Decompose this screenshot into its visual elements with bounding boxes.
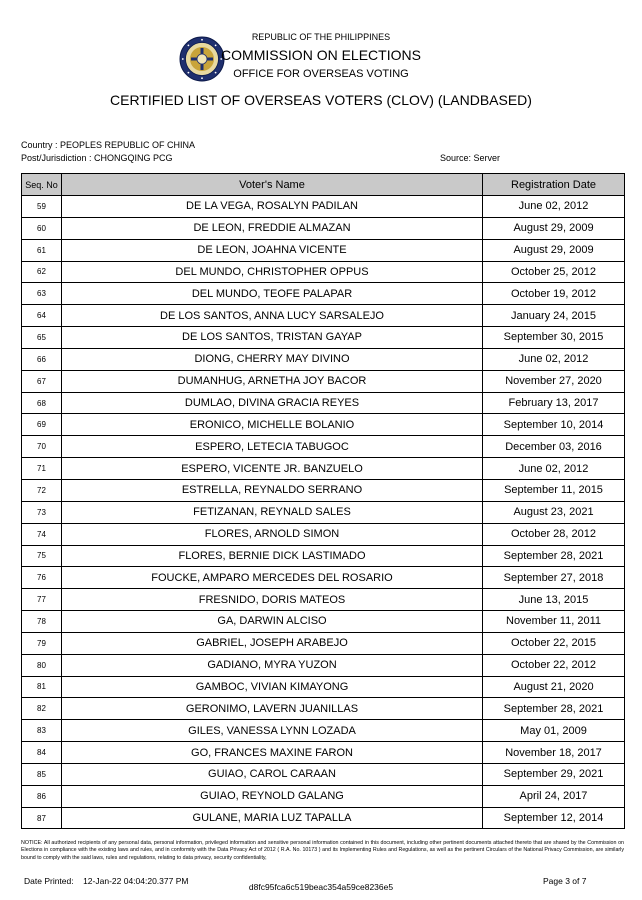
registration-date-cell: September 10, 2014 bbox=[483, 414, 625, 436]
table-row bbox=[22, 458, 625, 480]
voter-name-cell: DEL MUNDO, CHRISTOPHER OPPUS bbox=[62, 261, 483, 283]
registration-date-cell: December 03, 2016 bbox=[483, 436, 625, 458]
seq-cell: 64 bbox=[22, 305, 62, 327]
registration-date-cell: August 21, 2020 bbox=[483, 676, 625, 698]
seq-cell: 71 bbox=[22, 458, 62, 480]
registration-date-cell: September 27, 2018 bbox=[483, 567, 625, 589]
voter-name-cell: GADIANO, MYRA YUZON bbox=[62, 654, 483, 676]
seq-cell: 73 bbox=[22, 501, 62, 523]
table-row bbox=[22, 742, 625, 764]
date-printed-label: Date Printed: bbox=[24, 876, 74, 886]
seq-cell: 63 bbox=[22, 283, 62, 305]
seq-cell: 84 bbox=[22, 742, 62, 764]
document-header bbox=[0, 0, 642, 130]
privacy-notice: NOTICE: All authorized recipients of any personal data, personal information, privileged information and sensitive personal information contained in this document, including other pertinent documents attached thereto that are shared by the Commission on Elections in compliance with the existing laws and rules, and in conformity with the Data Privacy Act of 2012 ( R.A. No. 10173 ) and its Implementing Rules and Regulations, as well as the pertinent Circulars of the National Privacy Commission, are similarly bound to comply with the said laws, rules and regulations, relating to data privacy, security confidentiality, bbox=[21, 840, 624, 861]
table-row bbox=[22, 370, 625, 392]
voter-name-cell: ESPERO, VICENTE JR. BANZUELO bbox=[62, 458, 483, 480]
name-column-header: Voter's Name bbox=[62, 174, 483, 196]
seq-cell: 65 bbox=[22, 327, 62, 349]
registration-date-cell: November 11, 2011 bbox=[483, 611, 625, 633]
voter-name-cell: FLORES, BERNIE DICK LASTIMADO bbox=[62, 545, 483, 567]
seq-cell: 68 bbox=[22, 392, 62, 414]
registration-date-cell: September 11, 2015 bbox=[483, 479, 625, 501]
registration-date-cell: September 28, 2021 bbox=[483, 545, 625, 567]
seq-cell: 76 bbox=[22, 567, 62, 589]
seq-cell: 81 bbox=[22, 676, 62, 698]
voter-name-cell: GULANE, MARIA LUZ TAPALLA bbox=[62, 807, 483, 829]
voter-name-cell: FRESNIDO, DORIS MATEOS bbox=[62, 589, 483, 611]
voter-name-cell: DE LOS SANTOS, ANNA LUCY SARSALEJO bbox=[62, 305, 483, 327]
table-body bbox=[22, 196, 625, 829]
date-printed-value: 12-Jan-22 04:04:20.377 PM bbox=[83, 876, 189, 886]
registration-date-cell: November 27, 2020 bbox=[483, 370, 625, 392]
voters-table bbox=[21, 173, 625, 829]
table-row bbox=[22, 632, 625, 654]
registration-date-cell: October 28, 2012 bbox=[483, 523, 625, 545]
voter-name-cell: DE LEON, FREDDIE ALMAZAN bbox=[62, 217, 483, 239]
seq-cell: 67 bbox=[22, 370, 62, 392]
voter-name-cell: GUIAO, REYNOLD GALANG bbox=[62, 785, 483, 807]
table-row bbox=[22, 196, 625, 218]
registration-date-cell: June 02, 2012 bbox=[483, 196, 625, 218]
voter-name-cell: ESPERO, LETECIA TABUGOC bbox=[62, 436, 483, 458]
voter-name-cell: DIONG, CHERRY MAY DIVINO bbox=[62, 348, 483, 370]
table-row bbox=[22, 414, 625, 436]
seq-cell: 72 bbox=[22, 479, 62, 501]
seq-cell: 83 bbox=[22, 720, 62, 742]
registration-date-cell: August 29, 2009 bbox=[483, 217, 625, 239]
table-row bbox=[22, 261, 625, 283]
voter-name-cell: FOUCKE, AMPARO MERCEDES DEL ROSARIO bbox=[62, 567, 483, 589]
registration-date-cell: May 01, 2009 bbox=[483, 720, 625, 742]
registration-date-cell: October 22, 2015 bbox=[483, 632, 625, 654]
table-row bbox=[22, 305, 625, 327]
registration-date-cell: November 18, 2017 bbox=[483, 742, 625, 764]
seq-cell: 61 bbox=[22, 239, 62, 261]
seq-cell: 86 bbox=[22, 785, 62, 807]
table-row bbox=[22, 785, 625, 807]
registration-date-cell: August 23, 2021 bbox=[483, 501, 625, 523]
table-row bbox=[22, 392, 625, 414]
table-row bbox=[22, 501, 625, 523]
voter-name-cell: GO, FRANCES MAXINE FARON bbox=[62, 742, 483, 764]
registration-date-cell: January 24, 2015 bbox=[483, 305, 625, 327]
table-row bbox=[22, 676, 625, 698]
table-row bbox=[22, 589, 625, 611]
registration-date-cell: June 02, 2012 bbox=[483, 458, 625, 480]
table-row bbox=[22, 523, 625, 545]
registration-date-cell: October 25, 2012 bbox=[483, 261, 625, 283]
voter-name-cell: FLORES, ARNOLD SIMON bbox=[62, 523, 483, 545]
table-row bbox=[22, 698, 625, 720]
registration-date-cell: June 13, 2015 bbox=[483, 589, 625, 611]
voter-name-cell: FETIZANAN, REYNALD SALES bbox=[62, 501, 483, 523]
seq-cell: 66 bbox=[22, 348, 62, 370]
voter-name-cell: DE LA VEGA, ROSALYN PADILAN bbox=[62, 196, 483, 218]
voter-name-cell: GAMBOC, VIVIAN KIMAYONG bbox=[62, 676, 483, 698]
voter-name-cell: DEL MUNDO, TEOFE PALAPAR bbox=[62, 283, 483, 305]
seq-cell: 60 bbox=[22, 217, 62, 239]
source-label: Source: Server bbox=[440, 153, 501, 163]
voter-name-cell: GA, DARWIN ALCISO bbox=[62, 611, 483, 633]
voter-name-cell: GILES, VANESSA LYNN LOZADA bbox=[62, 720, 483, 742]
seq-cell: 79 bbox=[22, 632, 62, 654]
seq-cell: 77 bbox=[22, 589, 62, 611]
office-label: OFFICE FOR OVERSEAS VOTING bbox=[233, 68, 409, 80]
meta-block bbox=[0, 138, 642, 168]
voter-name-cell: GUIAO, CAROL CARAAN bbox=[62, 763, 483, 785]
document-hash: d8fc95fca6c519beac354a59ce8236e5 bbox=[248, 882, 394, 892]
table-row bbox=[22, 545, 625, 567]
seq-cell: 87 bbox=[22, 807, 62, 829]
registration-date-cell: February 13, 2017 bbox=[483, 392, 625, 414]
seq-cell: 70 bbox=[22, 436, 62, 458]
seq-cell: 82 bbox=[22, 698, 62, 720]
voter-name-cell: ERONICO, MICHELLE BOLANIO bbox=[62, 414, 483, 436]
seq-cell: 75 bbox=[22, 545, 62, 567]
seq-cell: 85 bbox=[22, 763, 62, 785]
registration-date-cell: September 29, 2021 bbox=[483, 763, 625, 785]
page-number: Page 3 of 7 bbox=[543, 876, 587, 886]
registration-date-cell: September 30, 2015 bbox=[483, 327, 625, 349]
table-row bbox=[22, 436, 625, 458]
table-row bbox=[22, 807, 625, 829]
table-row bbox=[22, 348, 625, 370]
country-label: Country : PEOPLES REPUBLIC OF CHINA bbox=[21, 140, 196, 150]
voter-name-cell: ESTRELLA, REYNALDO SERRANO bbox=[62, 479, 483, 501]
post-label: Post/Jurisdiction : CHONGQING PCG bbox=[21, 153, 173, 163]
commission-label: COMMISSION ON ELECTIONS bbox=[221, 47, 421, 63]
seq-cell: 78 bbox=[22, 611, 62, 633]
registration-date-cell: October 19, 2012 bbox=[483, 283, 625, 305]
table-row bbox=[22, 611, 625, 633]
table-row bbox=[22, 239, 625, 261]
table-row bbox=[22, 327, 625, 349]
voter-name-cell: DE LEON, JOAHNA VICENTE bbox=[62, 239, 483, 261]
registration-date-cell: June 02, 2012 bbox=[483, 348, 625, 370]
registration-date-cell: September 12, 2014 bbox=[483, 807, 625, 829]
voter-name-cell: GERONIMO, LAVERN JUANILLAS bbox=[62, 698, 483, 720]
voter-name-cell: DE LOS SANTOS, TRISTAN GAYAP bbox=[62, 327, 483, 349]
voter-name-cell: GABRIEL, JOSEPH ARABEJO bbox=[62, 632, 483, 654]
table-row bbox=[22, 479, 625, 501]
table-row bbox=[22, 654, 625, 676]
table-row bbox=[22, 567, 625, 589]
seq-cell: 69 bbox=[22, 414, 62, 436]
date-column-header: Registration Date bbox=[483, 174, 625, 196]
document-title: CERTIFIED LIST OF OVERSEAS VOTERS (CLOV) (LANDBASED) bbox=[110, 92, 532, 108]
seq-cell: 59 bbox=[22, 196, 62, 218]
seq-column-header: Seq. No bbox=[22, 174, 62, 196]
table-row bbox=[22, 763, 625, 785]
registration-date-cell: September 28, 2021 bbox=[483, 698, 625, 720]
table-header-row bbox=[22, 174, 625, 196]
seq-cell: 80 bbox=[22, 654, 62, 676]
voter-name-cell: DUMANHUG, ARNETHA JOY BACOR bbox=[62, 370, 483, 392]
table-row bbox=[22, 720, 625, 742]
seq-cell: 62 bbox=[22, 261, 62, 283]
registration-date-cell: August 29, 2009 bbox=[483, 239, 625, 261]
registration-date-cell: April 24, 2017 bbox=[483, 785, 625, 807]
voter-name-cell: DUMLAO, DIVINA GRACIA REYES bbox=[62, 392, 483, 414]
table-row bbox=[22, 217, 625, 239]
seq-cell: 74 bbox=[22, 523, 62, 545]
table-row bbox=[22, 283, 625, 305]
registration-date-cell: October 22, 2012 bbox=[483, 654, 625, 676]
republic-label: REPUBLIC OF THE PHILIPPINES bbox=[251, 32, 391, 42]
